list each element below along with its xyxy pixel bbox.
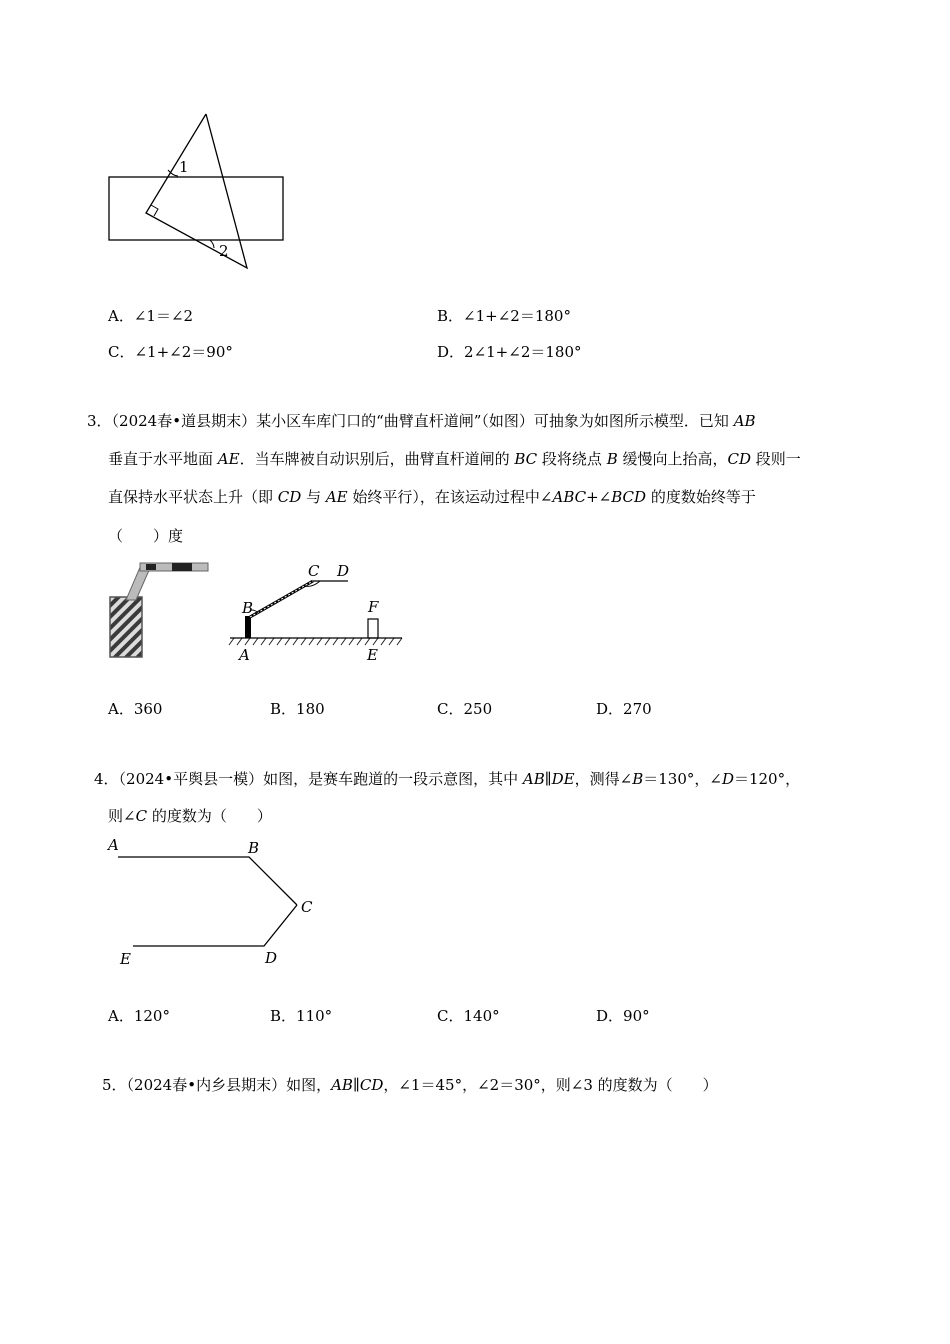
label-c: C bbox=[301, 898, 313, 916]
q3-option-b[interactable]: B．180 bbox=[270, 700, 325, 718]
q2-option-c[interactable]: C．∠1+∠2＝90° bbox=[108, 343, 233, 361]
q3-line-4: （ ）度 bbox=[108, 527, 184, 545]
label-e: E bbox=[367, 646, 378, 664]
q3-source: （2024春•道县期末） bbox=[111, 412, 257, 430]
label-d: D bbox=[337, 562, 350, 580]
track-lower bbox=[133, 905, 297, 946]
q4-option-d[interactable]: D．90° bbox=[596, 1007, 650, 1025]
label-b: B bbox=[242, 599, 254, 617]
q3-option-c[interactable]: C．250 bbox=[437, 700, 493, 718]
q2-option-a[interactable]: A．∠1＝∠2 bbox=[108, 307, 194, 325]
q5-line-1: 5．（2024春•内乡县期末）如图，AB∥CD，∠1＝45°，∠2＝30°，则∠3 的度数为（ ） bbox=[102, 1076, 718, 1094]
track-upper bbox=[118, 857, 297, 905]
q3-option-d[interactable]: D．270 bbox=[596, 700, 652, 718]
q4-source: （2024•平舆县一模） bbox=[118, 770, 264, 788]
label-b: B bbox=[248, 839, 260, 857]
q3-option-a[interactable]: A．360 bbox=[108, 700, 163, 718]
q3-line-2: 垂直于水平地面 AE．当车牌被自动识别后，曲臂直杆道闸的 BC 段将绕点 B 缓慢向上抬高，CD 段则一 bbox=[108, 450, 801, 468]
q4-option-b[interactable]: B．110° bbox=[270, 1007, 333, 1025]
label-f: F bbox=[368, 598, 379, 616]
angle-1-label: 1 bbox=[179, 158, 189, 176]
q5-number: 5． bbox=[102, 1076, 127, 1094]
q2-option-b[interactable]: B．∠1+∠2＝180° bbox=[437, 307, 571, 325]
q3-number: 3． bbox=[87, 412, 112, 430]
label-a: A bbox=[239, 646, 250, 664]
q4-number: 4． bbox=[94, 770, 119, 788]
label-e: E bbox=[120, 950, 131, 968]
q5-source: （2024春•内乡县期末） bbox=[126, 1076, 287, 1094]
q4-line-2: 则∠C 的度数为（ ） bbox=[108, 807, 272, 825]
label-c: C bbox=[308, 562, 320, 580]
q4-line-1: 4．（2024•平舆县一模）如图，是赛车跑道的一段示意图，其中 AB∥DE，测得∠B＝130°，∠D＝120°， bbox=[94, 770, 801, 788]
q2-option-d[interactable]: D．2∠1+∠2＝180° bbox=[437, 343, 582, 361]
angle-2-label: 2 bbox=[219, 242, 229, 260]
q4-option-a[interactable]: A．120° bbox=[108, 1007, 170, 1025]
q3-line-1: 3．（2024春•道县期末）某小区车库门口的“曲臂直杆道闸”（如图）可抽象为如图所示模型．已知 AB bbox=[87, 412, 756, 430]
label-d: D bbox=[265, 949, 278, 967]
q4-option-c[interactable]: C．140° bbox=[437, 1007, 500, 1025]
q3-line-3: 直保持水平状态上升（即 CD 与 AE 始终平行），在该运动过程中∠ABC+∠BCD 的度数始终等于 bbox=[108, 488, 756, 506]
label-a: A bbox=[108, 836, 119, 854]
